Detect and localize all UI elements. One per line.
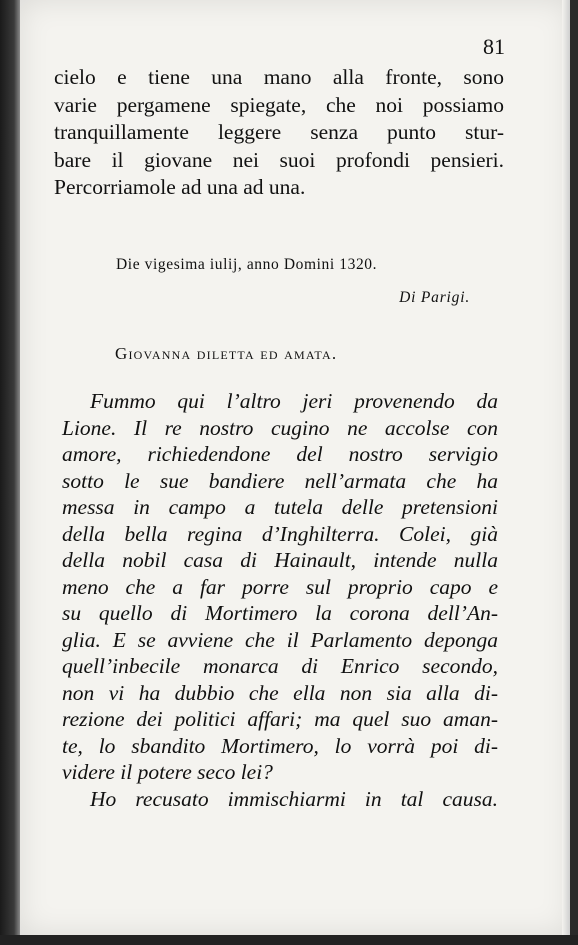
letter-line: videre il potere seco lei?: [62, 760, 273, 784]
letter-line: amore, richiedendone del nostro servigio: [62, 442, 498, 466]
prose-line: varie pergamene spiegate, che noi possiamo: [54, 92, 504, 117]
letter-line: della nobil casa di Hainault, intende nulla: [62, 548, 498, 572]
letter-line: Ho recusato immischiarmi in tal causa.: [90, 786, 498, 811]
letter-line: rezione dei politici affari; ma quel suo aman-: [62, 707, 498, 731]
prose-paragraph: [54, 64, 504, 202]
page-number: 81: [483, 34, 505, 59]
prose-line: bare il giovane nei suoi profondi pensieri.: [54, 147, 504, 172]
letter-line: meno che a far porre sul proprio capo e: [62, 574, 498, 599]
letter-line: sotto le sue bandiere nell’armata che ha: [62, 468, 498, 493]
book-bottom-shadow: [0, 935, 578, 945]
page-edge-highlight: [562, 0, 570, 935]
book-page: [20, 0, 570, 935]
letter-body: [62, 388, 498, 812]
prose-line: cielo e tiene una mano alla fronte, sono: [54, 65, 504, 89]
letter-line: te, lo sbandito Mortimero, lo vorrà poi di-: [62, 733, 498, 758]
letter-line: Lione. Il re nostro cugino ne accolse con: [62, 415, 498, 440]
letter-line: quell’inbecile monarca di Enrico secondo,: [62, 654, 498, 678]
letter-line: messa in campo a tutela delle pretensioni: [62, 495, 498, 519]
letter-line: Fummo qui l’altro jeri provenendo da: [90, 389, 498, 413]
letter-salutation: Giovanna diletta ed amata.: [115, 344, 338, 363]
letter-dateline: Die vigesima iulij, anno Domini 1320.: [116, 256, 378, 273]
book-gutter-shadow: [0, 0, 20, 945]
prose-line: Percorriamole ad una ad una.: [54, 175, 306, 199]
letter-line: glia. E se avviene che il Parlamento deponga: [62, 627, 498, 652]
letter-place: Di Parigi.: [399, 289, 470, 306]
letter-line: della bella regina d’Inghilterra. Colei, già: [62, 521, 498, 546]
prose-line: tranquillamente leggere senza punto stur-: [54, 120, 504, 144]
letter-line: non vi ha dubbio che ella non sia alla di-: [62, 680, 498, 705]
letter-line: su quello di Mortimero la corona dell’An-: [62, 601, 498, 625]
